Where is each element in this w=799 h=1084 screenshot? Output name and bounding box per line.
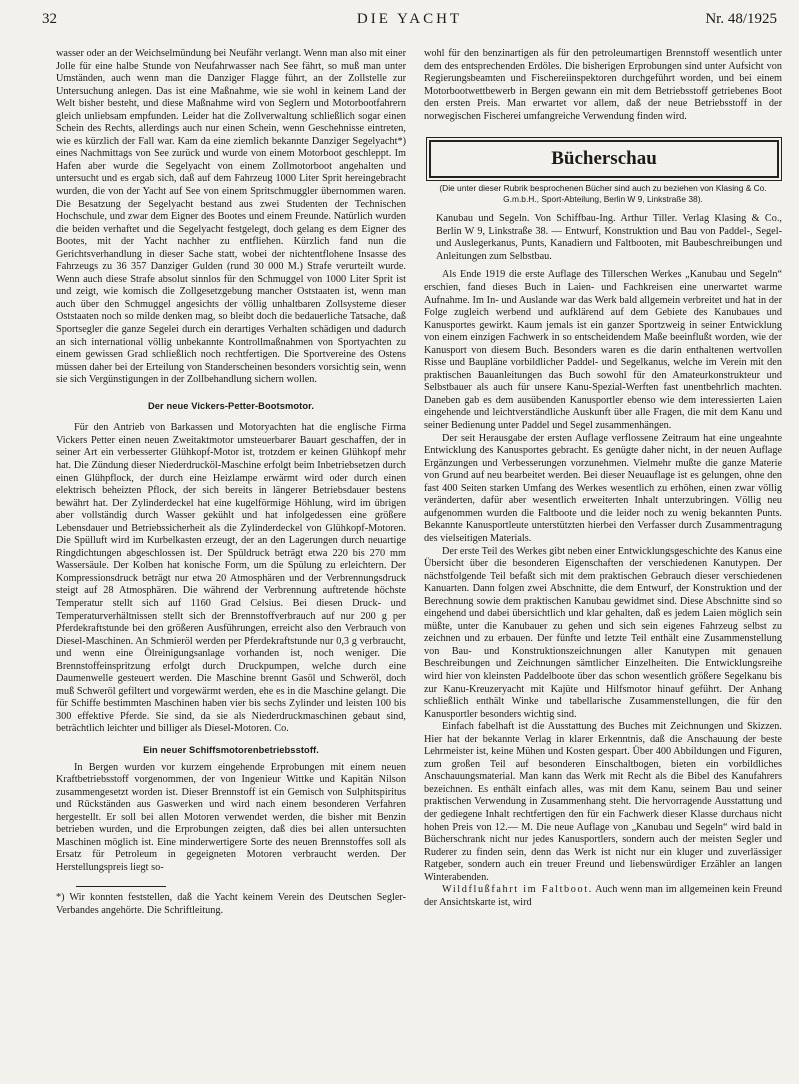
footnote: *) Wir konnten feststellen, daß die Yacht keinem Verein des Deutschen Segler-Verbandes angehörte. Die Schriftleitung. bbox=[56, 892, 406, 916]
article-heading-fuel: Ein neuer Schiffsmotorenbetriebsstoff. bbox=[143, 744, 319, 755]
page-number: 32 bbox=[42, 11, 57, 27]
review-paragraph-2: Der seit Herausgabe der ersten Auflage verflossene Zeitraum hat eine ungeahnte Entwicklung des Kanusportes gebracht. Es genügte daher nicht, in der neuen Auflage Ergänzungen und Verbesserungen vorzunehmen. Vielmehr mußte die ganze Materie von Grund auf neu bearbeitet werden. Bei dieser Neuauflage ist es gelungen, ohne den fast 400 Seiten starken Umfang des Werkes wesentlich zu erhöhen, einen zwar völlig veränderten, dafür aber wesentlich erweiterten Inhalt unterzubringen. Völlig neu aufgenommen wurden die Faltboote und die leider noch zu wenig bekannten Punts. Bekannte Kanusportleute unterstützten hierbei den Verfasser durch Zusammentragung des vielseitigen Materials. bbox=[424, 432, 782, 544]
section-note: (Die unter dieser Rubrik besprochenen Bücher sind auch zu beziehen von Klasing & Co. G.m.b.H., Sport-Abteilung, Berlin W 9, Linkstraße 38). bbox=[439, 183, 767, 204]
fuel-article-continuation: wohl für den benzinartigen als für den petroleumartigen Brennstoff wesentlich unter dem des entsprechenden Erdöles. Die bisherigen Erprobungen sind unter Aufsicht von Regierungsbeamten und Fischereiinspektoren durchgeführt worden, und bei einem Motorbootwettbewerb in Bergen gewann ein mit dem Betriebsstoff getriebenes Boot den ersten Preis. Man erwartet vor allem, daß der neue Betriebsstoff in der norwegischen Fischerei umfangreiche Verwendung finden wird. bbox=[424, 48, 782, 122]
section-title-box bbox=[426, 137, 782, 181]
review-paragraph-1: Als Ende 1919 die erste Auflage des Tillerschen Werkes „Kanubau und Segeln“ erschien, fand dieses Buch in Laien- und Fachkreisen eine unerwartet warme Aufnahme. Im In- und Auslande war das Werk bald allgemein verbreitet und hat in der Folge zugleich werbend und aufklärend auf dem Gebiete des Kanubaues und Kanusportes gewirkt. Kaum jemals ist ein ganzer Sportzweig in seiner Entwicklung von einem einzigen Fachwerk in so entscheidendem Maße beeinflußt worden, wie der Kanusport von diesem Buch. Besonders waren es die darin enthaltenen wertvollen Risse und Baupläne vorbildlicher Paddel- und Segelkanus, welche im Verein mit den praktischen Bauanleitungen das Buch sowohl für den Amateurkonstrukteur und Selbstbauer als auch für unsere Kanu-Spezial-Werften fast unentbehrlich machten. Daneben gab es dem ausübenden Kanusportler ebenso wie dem interessierten Laien eingehende und leichtverständliche Auskunft über alle Fragen, die mit dem Kanu und seiner Bedienung unter Paddel und Segel zusammenhängen. bbox=[424, 269, 782, 432]
review-paragraph-4: Einfach fabelhaft ist die Ausstattung des Buches mit Zeichnungen und Skizzen. Hier hat der bekannte Verlag in klarer Erkenntnis, daß die Anschauung der beste Lehrmeister ist, keine Mühen und Kosten gespart. Über 400 Abbildungen und Figuren, zum großen Teil auf besonderen Einschaltbogen, bieten ein vorbildliches Anschauungsmaterial. Man kann das Werk mit Recht als die Bibel des Kanufahrers bezeichnen. Es enthält einfach alles, was mit dem Kanu, seinem Bau und seiner praktischen Verwendung in Zusammenhang steht. Die hervorragende Ausstattung und der gediegene Inhalt rechtfertigen den für ein Fachwerk dieser Klasse durchaus nicht hohen Preis von 12.— M. Die neue Auflage von „Kanubau und Segeln“ wird bald in Bücherschrank nicht nur jedes Kanusportlers, sondern auch der meisten Segler und Ruderer zu finden sein, denn das Werk ist nicht nur ein kluger und zuverlässiger Ratgeber, sondern auch ein treuer Freund und liebenswürdiger Erzähler an langen Winterabenden. bbox=[424, 721, 782, 883]
article-continuation: wasser oder an der Weichselmündung bei Neufähr verlangt. Wenn man also mit einer Jolle für eine halbe Stunde von Neufahrwasser nach See fährt, so muß man unter Umständen, auch wenn man die Danziger Flagge führt, an der Zollstelle zur Untersuchung anlegen. Das ist eine Maßnahme, wie sie wohl in keinem Land der Welt bisher besteht, und diese Maßnahme wird von Seglern und Motorbootfahrern gleich unliebsam empfunden. Leider hat die Zollverwaltung schließlich sogar einen Schein des Rechts, allerdings auch nur einen Schein, wenn Geschehnisse eintreten, wie es kürzlich der Fall war. Kam da eine ziemlich bekannte Danziger Segelyacht*) eines Nachmittags von See zurück und wurde von einem Motorboot geschleppt. Im Hafen aber wurde die Segelyacht von einem Zollmotorboot angehalten und untersucht und es ergab sich, daß auf dem Fahrzeug 1000 Liter Sprit hereingebracht wurden, die von der Yacht auf See von einem Spritschmuggler übernommen waren. Die Besatzung der Segelyacht bestand aus zwei Studenten der Technischen Hochschule, und zwar dem Eigner des Bootes und einem Freunde. Natürlich wurden die beiden verhaftet und die Segelyacht festgelegt, doch gelang es dem Eigner des Bootes, mit der Yacht nachher zu entfliehen. Kürzlich fand nun die Gerichtsverhandlung in dieser Sache statt, wobei der nichtentflohene Insasse des Fahrzeugs zu 36 357 Danziger Gulden (rund 30 000 M.) Strafe verurteilt wurde. Wenn auch diese Strafe absolut sinnlos für den Schmuggel von 1000 Liter Sprit ist und zeigt, wie komisch die Zollgesetzgebung mancher Oststaaten ist, wenn man auch über den Schmuggel angesichts der völlig unhaltbaren Zollsysteme dieser Oststaaten noch so milde denken mag, so bleibt doch die bedauerliche Tatsache, daß Sportsegler die ganze Segelei durch ein derartiges Verhalten schädigen und dadurch an sich international völlig unbekannte Kontrollmaßnahmen von Sportyachten zu einem gewissen Grad schließlich noch rechtfertigen. Die Sportvereine des Ostens müssen daher bei der Erteilung von Standerscheinen besonders vorsichtig sein, wenn sie sich Vergünstigungen in der Zollbehandlung sichern wollen. bbox=[56, 48, 406, 386]
issue-number: Nr. 48/1925 bbox=[705, 11, 777, 27]
review-paragraph-5 bbox=[424, 884, 782, 909]
article-body-vickers: Für den Antrieb von Barkassen und Motoryachten hat die englische Firma Vickers Petter einen neuen Zweitaktmotor umsteuerbarer Bauart geschaffen, der in seiner Art ein verbesserter Glühkopf-Motor ist, trotzdem er keinen Glühkopf mehr hat. Die Zündung dieser Niederdrucköl-Maschine erfolgt beim Inbetriebsetzen durch einen Glühpflock, der durch eine Heizlampe erwärmt wird oder durch einen elektrisch beheizten Pflock, der sich bereits in längerer Betriebsdauer bestens bewährt hat. Der Zylinderdeckel hat eine kugelförmige Höhlung, wird im übrigen aber vollständig durch Wasser gekühlt und hat infolgedessen eine größere Lebensdauer und Betriebssicherheit als die Zylinderdeckel von Glühkopf-Motoren. Die Spülluft wird im Kurbelkasten erzeugt, der an den Lagerungen durch neuartige Ringdichtungen abgeschlossen ist. Der Spüldruck beträgt etwa 220 bis 270 mm Wassersäule. Der Kolben hat konische Form, um die Spülung zu erleichtern. Der Kompressionsdruck beträgt nur etwa 20 Atmosphären und der Verbrennungsdruck steigt auf 28 Atmosphären. Die während der Verbrennung auftretende höchste Temperatur stellt sich auf 1160 Grad Celsius. Bei diesen Druck- und Temperaturverhältnissen stellt sich der Brennstoffverbrauch auf nur 200 g per Pferdekraftstunde bei den größeren Ausführungen, erreicht also den Verbrauch von Diesel-Maschinen. An Schmieröl werden per Pferdekraftstunde nur 0,3 g verbraucht, und wenn eine Ölreinigungsanlage vorhanden ist, noch weniger. Die Brennstoffeinspritzung erfolgt durch Druckpumpen, welche durch eine Daumenwelle gesteuert werden. Die Maschine brennt Gasöl und Schweröl, doch muß Schweröl gefiltert und vorgewärmt werden, ehe es in die Maschine gelangt. Die für Schiffe bestimmten Maschinen haben vier bis sechs Zylinder und leisten 100 bis 300 effektive Pferde. Sie sind, da sie als Niederdruckmaschinen gebaut sind, beträchtlich leichter und billiger als Diesel-Motoren. Co. bbox=[56, 422, 406, 735]
section-title: Bücherschau bbox=[429, 140, 779, 178]
footnote-divider bbox=[76, 886, 166, 887]
left-column bbox=[56, 48, 406, 1080]
review-paragraph-3: Der erste Teil des Werkes gibt neben einer Entwicklungsgeschichte des Kanus eine Übersicht über die besonderen Eigenschaften der verschiedenen Kanutypen. Der nächstfolgende Teil befaßt sich mit dem praktischen Gebrauch dieser verschiedenen Kanuarten. Dann folgen zwei Abschnitte, die dem Entwurf, der Konstruktion und der Berechnung sowie dem praktischen Kanubau gewidmet sind. Diese Abschnitte sind so eingehend und dabei übersichtlich und klar gehalten, daß es jedem Laien möglich sein müßte, unter die Kanubauer zu gehen und sich sein eigenes Fahrzeug selbst zu zeichnen und zu erbauen. Der fünfte und letzte Teil enthält eine Zusammenstellung von Bau- und Konstruktionszeichnungen aller Kanutypen mit genauen Beschreibungen und Zeichnungen sämtlicher Einzelheiten. Die Entwicklungsreihe wird hier von kleinsten Paddelboote über das schon wesentlich größere Segelkanu bis zur Kanu-Kreuzeryacht mit Kajüte und Hilfsmotor hinauf geführt. Der Anhang schließlich enthält Winke und tabellarische Zusammenstellungen, die für den Kanusportler besonders wichtig sind. bbox=[424, 545, 782, 720]
book-entry: Kanubau und Segeln. Von Schiffbau-Ing. Arthur Tiller. Verlag Klasing & Co., Berlin W 9, Linkstraße 38. — Entwurf, Konstruktion und Bau von Paddel-, Segel- und Auslegerkanus, Punts, Kanadiern und Faltbooten, mit Baubeschreibungen und Anleitungen zum Selbstbau. bbox=[436, 213, 782, 262]
magazine-title: DIE YACHT bbox=[356, 11, 463, 27]
review-heading-inline: Wildflußfahrt im Faltboot. bbox=[442, 884, 593, 896]
article-body-fuel: In Bergen wurden vor kurzem eingehende Erprobungen mit einem neuen Kraftbetriebsstoff vorgenommen, der von Ingenieur Wittke und Kapitän Nilson zusammengesetzt worden ist. Dieser Brennstoff ist ein Gemisch von Sulphitspiritus und Rückständen aus Gaswerken und wird nach einem besonderen Verfahren hergestellt. Er soll bei allen Motoren verwendet werden, die bisher mit Benzin betrieben wurden, und die Erprobungen zeigten, daß dies bei allen untersuchten Maschinen möglich ist. Eine minderwertigere Sorte des neuen Brennstoffes soll als Ersatz für Petroleum in gegeigneten Motoren verbraucht werden. Der Herstellungspreis liegt so- bbox=[56, 761, 406, 873]
right-column bbox=[424, 48, 782, 1080]
page-header bbox=[42, 8, 777, 30]
article-heading-vickers: Der neue Vickers-Petter-Bootsmotor. bbox=[147, 400, 315, 411]
review-paragraph-5-text: Auch wenn man im allgemeinen kein Freund der Ansichtskarte ist, wird bbox=[424, 884, 782, 908]
